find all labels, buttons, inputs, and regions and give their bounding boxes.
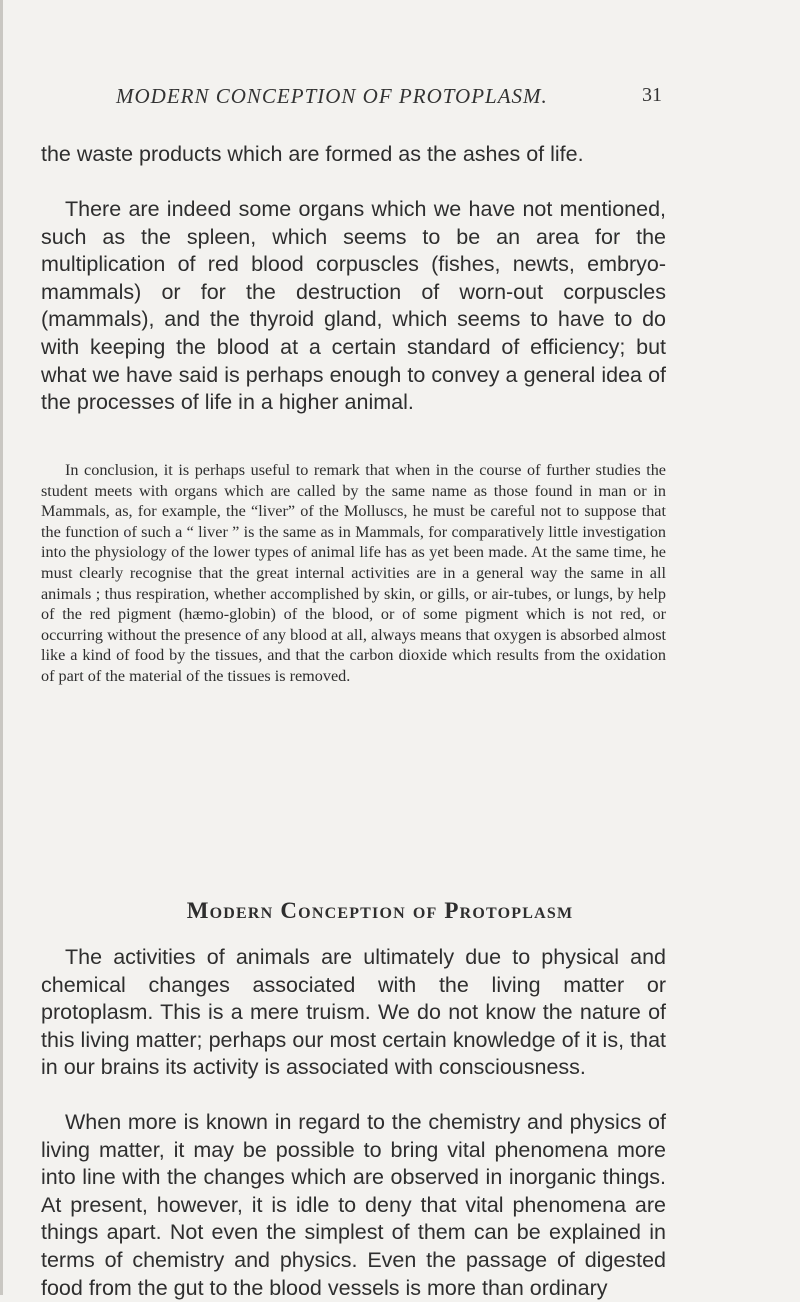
page-edge-shadow [0, 0, 3, 1295]
paragraph-chemistry: When more is known in regard to the chemistry and physics of living matter, it may be possible to bring vital phenomena more into line with the changes which are observed in inorganic things. At present, however, it is idle to deny that vital phenomena are things apart. Not even the simplest of them can be explained in terms of chemistry and physics. Even the passage of digested food from the gut to the blood vessels is more than ordinary [41, 1110, 666, 1300]
paragraph-protoplasm: The activities of animals are ultimately due to physical and chemical changes associated with the living matter or protoplasm. This is a mere truism. We do not know the nature of this living matter; perhaps our most certain knowledge of it is, that in our brains its activity is associated with consciousness. [41, 945, 666, 1080]
paragraph-organs: There are indeed some organs which we have not mentioned, such as the spleen, which seems to be an area for the multiplication of red blood corpuscles (fishes, newts, embryo-mammals) or for the destruction of worn-out corpuscles (mammals), and the thyroid gland, which seems to have to do with keeping the blood at a certain standard of efficiency; but what we have said is perhaps enough to convey a general idea of the processes of life in a higher animal. [41, 197, 666, 415]
paragraph-continuation: the waste products which are formed as the ashes of life. [41, 142, 584, 166]
running-title: MODERN CONCEPTION OF PROTOPLASM. [116, 84, 548, 108]
small-print-note: In conclusion, it is perhaps useful to remark that when in the course of further studies the student meets with organs which are called by the same name as those found in man or in Mammals, as, for example, the “liver” of the Molluscs, he must be careful not to suppose that the function of such a “ liver ” is the same as in Mammals, for comparatively little investigation into the physiology of the lower types of animal life has as yet been made. At the same time, he must clearly recognise that the great internal activities are in a general way the same in all animals ; thus respiration, whether accomplished by skin, or gills, or air-tubes, or lungs, by help of the red pigment (hæmo-globin) of the blood, or of some pigment which is not red, or occurring without the presence of any blood at all, always means that oxygen is absorbed almost like a kind of food by the tissues, and that the carbon dioxide which results from the oxidation of part of the material of the tissues is removed. [41, 461, 666, 685]
section-heading: Modern Conception of Protoplasm [186, 898, 574, 923]
page-number: 31 [642, 84, 662, 106]
